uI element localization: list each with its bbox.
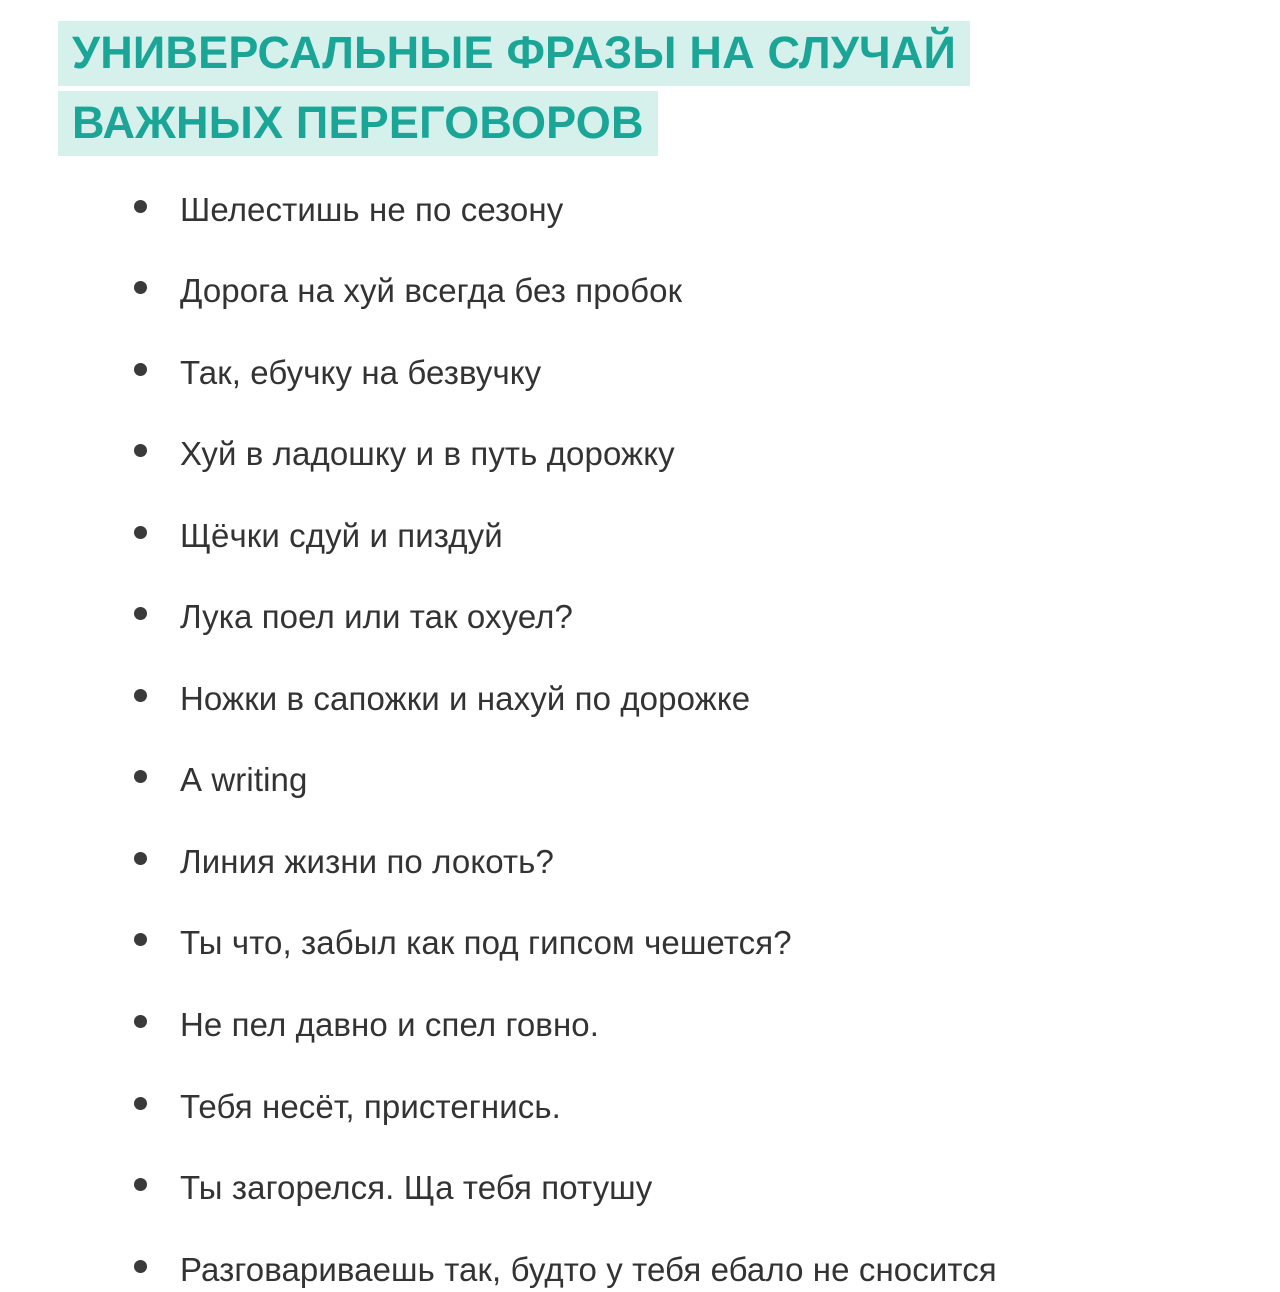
list-item — [120, 677, 1240, 722]
bullet-icon — [134, 852, 147, 865]
bullet-icon — [134, 770, 147, 783]
bullet-icon — [134, 1178, 147, 1191]
list-item — [120, 758, 1240, 803]
header-section — [0, 0, 1280, 158]
list-item-label: Хуй в ладошку и в путь дорожку — [180, 432, 1240, 477]
list-item — [120, 595, 1240, 640]
title-block — [58, 18, 1148, 158]
page-title: УНИВЕРСАЛЬНЫЕ ФРАЗЫ НА СЛУЧАЙ ВАЖНЫХ ПЕРЕГОВОРОВ — [58, 21, 970, 156]
bullet-icon — [134, 933, 147, 946]
list-item-label: Линия жизни по локоть? — [180, 840, 1240, 885]
list-item — [120, 269, 1240, 314]
list-item — [120, 188, 1240, 233]
list-item — [120, 921, 1240, 966]
list-item-label: Разговариваешь так, будто у тебя ебало не сносится — [180, 1248, 1240, 1292]
bullet-icon — [134, 526, 147, 539]
bullet-icon — [134, 200, 147, 213]
list-item-label: Ты загорелся. Ща тебя потушу — [180, 1166, 1240, 1211]
list-item — [120, 1166, 1240, 1211]
list-item-label: А writing — [180, 758, 1240, 803]
bullet-icon — [134, 689, 147, 702]
list-item — [120, 840, 1240, 885]
list-item — [120, 1085, 1240, 1130]
phrase-list — [0, 188, 1280, 1292]
bullet-icon — [134, 1097, 147, 1110]
list-item-label: Щёчки сдуй и пиздуй — [180, 514, 1240, 559]
bullet-icon — [134, 363, 147, 376]
list-item — [120, 514, 1240, 559]
list-item-label: Так, ебучку на безвучку — [180, 351, 1240, 396]
list-item — [120, 351, 1240, 396]
list-item — [120, 1003, 1240, 1048]
list-item — [120, 432, 1240, 477]
list-item-label: Не пел давно и спел говно. — [180, 1003, 1240, 1048]
list-item — [120, 1248, 1240, 1292]
bullet-icon — [134, 444, 147, 457]
list-item-label: Тебя несёт, пристегнись. — [180, 1085, 1240, 1130]
list-item-label: Ножки в сапожки и нахуй по дорожке — [180, 677, 1240, 722]
bullet-icon — [134, 1015, 147, 1028]
bullet-icon — [134, 1260, 147, 1273]
list-item-label: Дорога на хуй всегда без пробок — [180, 269, 1240, 314]
list-item-label: Лука поел или так охуел? — [180, 595, 1240, 640]
list-item-label: Ты что, забыл как под гипсом чешется? — [180, 921, 1240, 966]
list-item-label: Шелестишь не по сезону — [180, 188, 1240, 233]
bullet-icon — [134, 607, 147, 620]
bullet-icon — [134, 281, 147, 294]
